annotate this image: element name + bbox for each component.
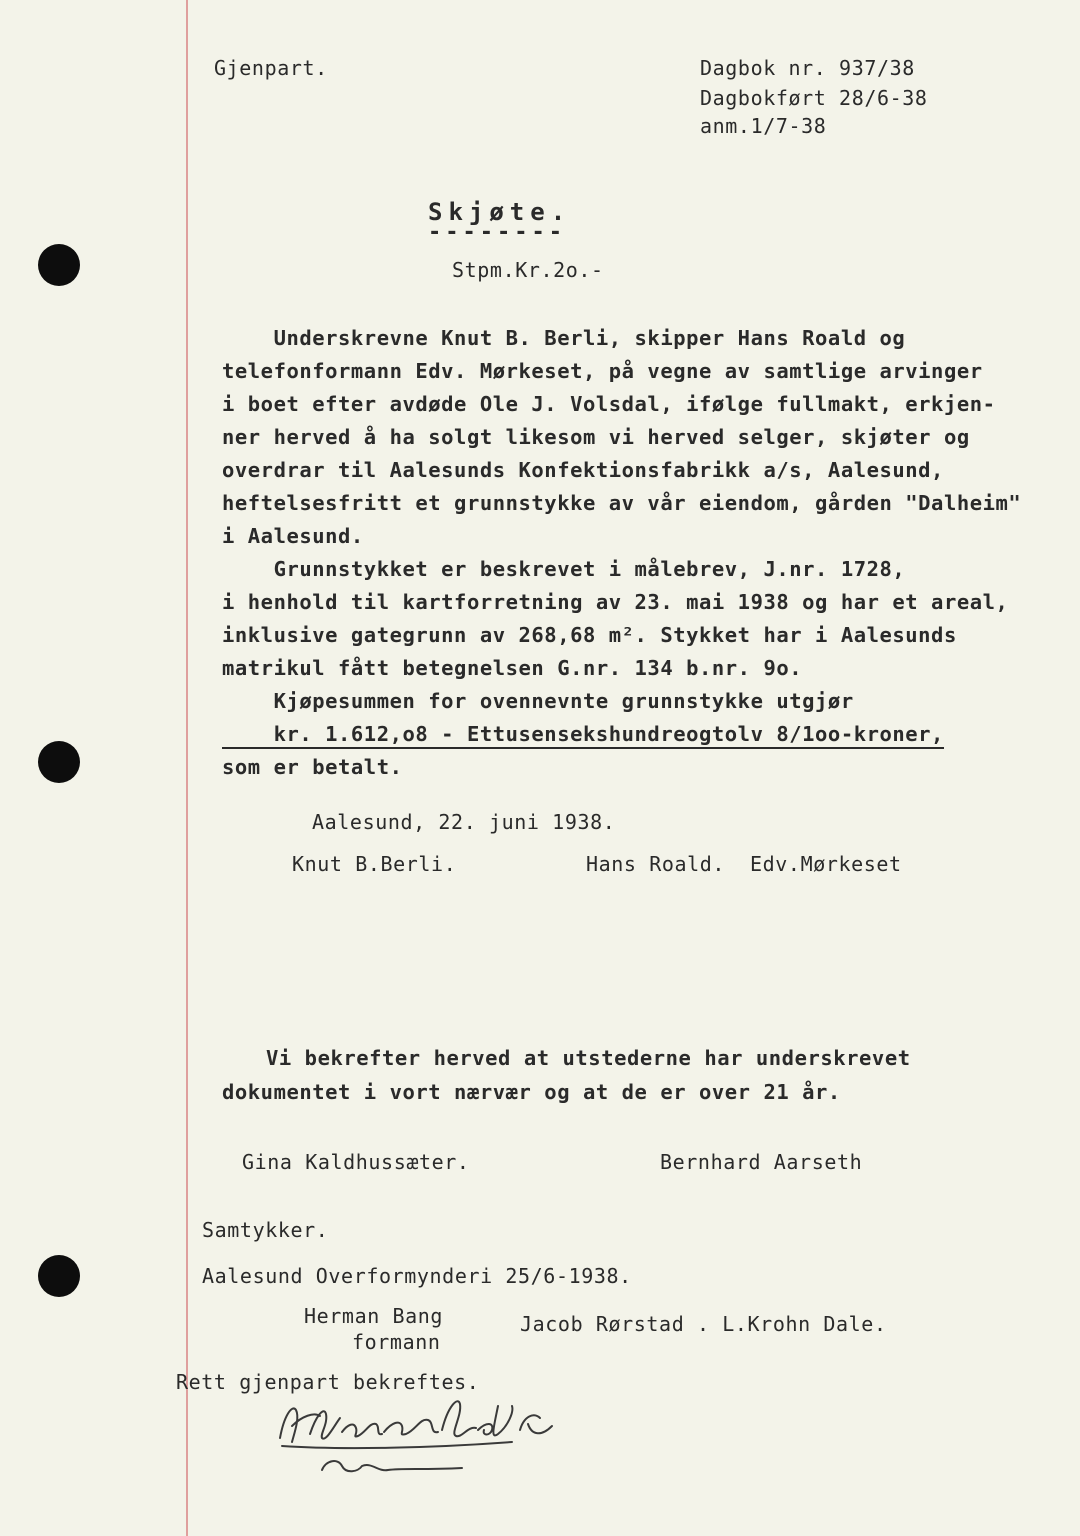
seller-name: Edv.Mørkeset bbox=[750, 852, 902, 876]
document-title: Skjøte. bbox=[428, 198, 572, 226]
punch-hole-icon bbox=[38, 1255, 80, 1297]
copy-label: Gjenpart. bbox=[214, 56, 328, 80]
witness-statement-line: Vi bekrefter herved at utstederne har underskrevet bbox=[266, 1046, 911, 1070]
purchase-sum-line bbox=[222, 722, 944, 746]
body-line: Grunnstykket er beskrevet i målebrev, J.nr. 1728, bbox=[222, 557, 906, 581]
seller-name: Knut B.Berli. bbox=[292, 852, 457, 876]
diary-date: Dagbokført 28/6-38 bbox=[700, 86, 928, 110]
purchase-sum-underlined: kr. 1.612,o8 - Ettusensekshundreogtolv 8/1oo-kroner, bbox=[222, 722, 944, 749]
body-line: Underskrevne Knut B. Berli, skipper Hans Roald og bbox=[222, 326, 906, 350]
guardian-chair-name: Herman Bang bbox=[304, 1304, 444, 1328]
guardian-chair-title: formann bbox=[352, 1330, 441, 1354]
body-line: i boet efter avdøde Ole J. Volsdal, ifølge fullmakt, erkjen- bbox=[222, 392, 996, 416]
witness-name: Gina Kaldhussæter. bbox=[242, 1150, 470, 1174]
body-line: som er betalt. bbox=[222, 755, 403, 779]
diary-number: Dagbok nr. 937/38 bbox=[700, 56, 915, 80]
stamp-fee: Stpm.Kr.2o.- bbox=[452, 258, 604, 282]
body-line: i Aalesund. bbox=[222, 524, 364, 548]
annotation-date: anm.1/7-38 bbox=[700, 114, 827, 138]
place-date: Aalesund, 22. juni 1938. bbox=[312, 810, 616, 834]
body-line: overdrar til Aalesunds Konfektionsfabrikk a/s, Aalesund, bbox=[222, 458, 944, 482]
body-line: Kjøpesummen for ovennevnte grunnstykke utgjør bbox=[222, 689, 854, 713]
body-line: heftelsesfritt et grunnstykke av vår eiendom, gården "Dalheim" bbox=[222, 491, 1022, 515]
guardian-others: Jacob Rørstad . L.Krohn Dale. bbox=[520, 1312, 887, 1336]
punch-hole-icon bbox=[38, 244, 80, 286]
consent-label: Samtykker. bbox=[202, 1218, 329, 1242]
body-line: inklusive gategrunn av 268,68 m². Stykket har i Aalesunds bbox=[222, 623, 957, 647]
margin-line bbox=[186, 0, 188, 1536]
consent-authority: Aalesund Overformynderi 25/6-1938. bbox=[202, 1264, 632, 1288]
seller-name: Hans Roald. bbox=[586, 852, 726, 876]
certification: Rett gjenpart bekreftes. bbox=[176, 1370, 480, 1394]
witness-statement-line: dokumentet i vort nærvær og at de er over 21 år. bbox=[222, 1080, 841, 1104]
body-line: matrikul fått betegnelsen G.nr. 134 b.nr. 9o. bbox=[222, 656, 803, 680]
handwritten-signature bbox=[262, 1386, 602, 1496]
title-rule: -------- bbox=[428, 220, 566, 245]
body-line: telefonformann Edv. Mørkeset, på vegne av samtlige arvinger bbox=[222, 359, 983, 383]
witness-name: Bernhard Aarseth bbox=[660, 1150, 863, 1174]
punch-hole-icon bbox=[38, 741, 80, 783]
body-line: i henhold til kartforretning av 23. mai 1938 og har et areal, bbox=[222, 590, 1009, 614]
body-line: ner herved å ha solgt likesom vi herved selger, skjøter og bbox=[222, 425, 970, 449]
